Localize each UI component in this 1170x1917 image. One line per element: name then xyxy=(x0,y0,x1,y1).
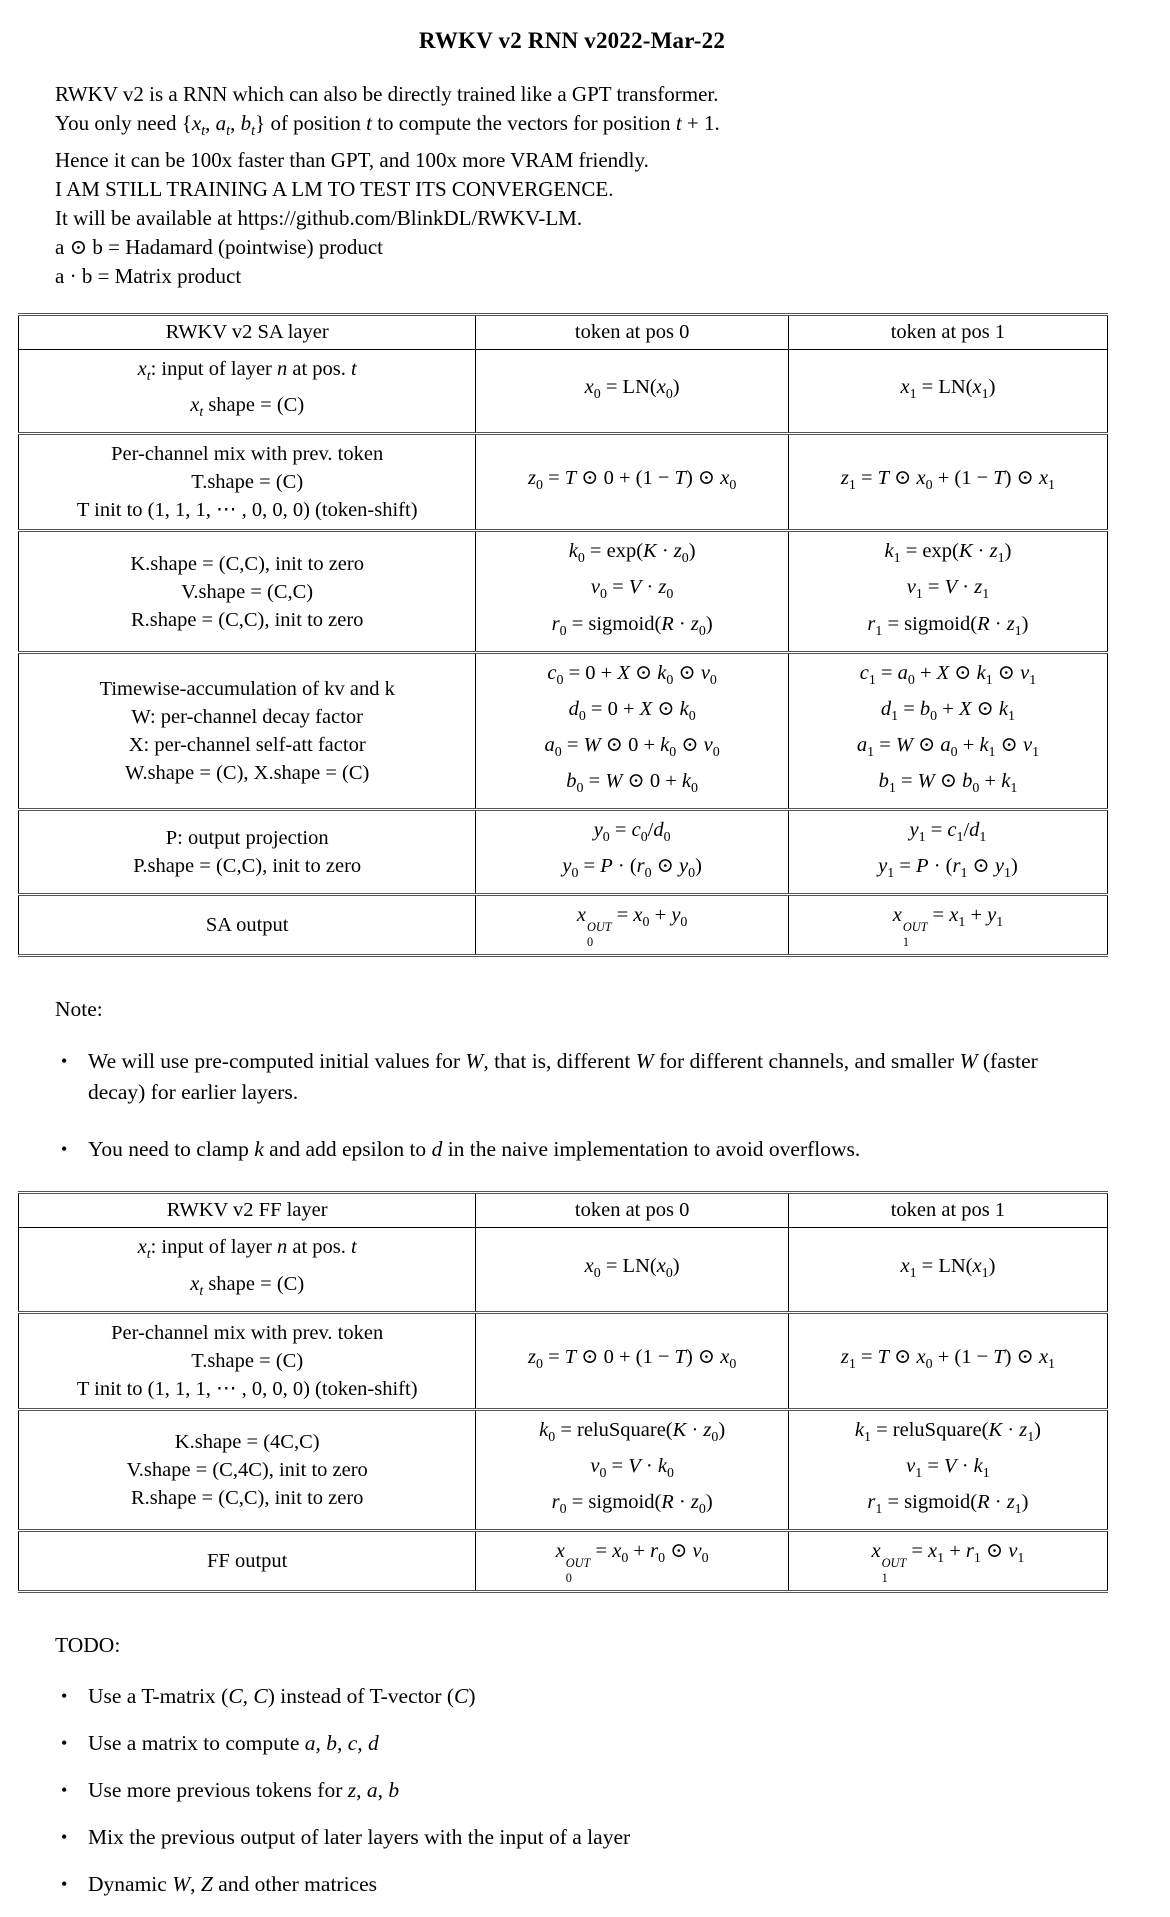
intro-line-speed: Hence it can be 100x faster than GPT, and 100x more VRAM friendly. xyxy=(55,148,649,173)
desc-cell: Per-channel mix with prev. token T.shape = (C) T init to (1, 1, 1, ⋯ , 0, 0, 0) (token-shift) xyxy=(19,1312,476,1409)
pos1-cell: x OUT 1 = $x_1 + y_1$ xyxy=(788,895,1107,956)
todo-bullet-t-matrix: • Use a T-matrix (C, C) instead of T-vector (C) xyxy=(55,1682,1098,1711)
desc-cell: P: output projection P.shape = (C,C), init to zero xyxy=(19,810,476,895)
note-bullet-clamp: • You need to clamp k and add epsilon to d in the naive implementation to avoid overflows. xyxy=(55,1134,1098,1165)
desc-cell: K.shape = (C,C), init to zero V.shape = (C,C) R.shape = (C,C), init to zero xyxy=(19,531,476,652)
sa-header-row xyxy=(19,315,1108,350)
todo-bullet-mix-output: • Mix the previous output of later layers with the input of a layer xyxy=(55,1823,1098,1852)
sa-header-layer: RWKV v2 SA layer xyxy=(19,315,476,350)
pos1-cell: $k_1$ = reluSquare(K · $z_1$) $v_1 = V \cdot k_1$ $r_1$ = sigmoid(R · $z_1$) xyxy=(788,1409,1107,1530)
pos1-cell: $z_1 = T$ ⊙ $x_0 + (1 - T)$ ⊙ $x_1$ xyxy=(788,1312,1107,1409)
document-page xyxy=(18,0,1126,1899)
note-bullet-initial-w: • We will use pre-computed initial values for W, that is, different W for different channels, and smaller W (faster decay) for earlier layers. xyxy=(55,1046,1098,1108)
pos0-cell: $z_0 = T$ ⊙ 0 + (1 − T) ⊙ $x_0$ xyxy=(476,434,789,531)
desc-cell: FF output xyxy=(19,1530,476,1591)
todo-title: TODO: xyxy=(55,1633,121,1658)
ff-row-input xyxy=(19,1228,1108,1312)
pos0-cell: $x_0 = LN(x_0)$ xyxy=(476,1228,789,1312)
pos1-cell: $k_1 = \exp(K \cdot z_1)$ $v_1 = V \cdot z_1$ $r_1$ = sigmoid(R · $z_1$) xyxy=(788,531,1107,652)
pos1-cell: $x_1 = LN(x_1)$ xyxy=(788,350,1107,434)
ff-header-row xyxy=(19,1193,1108,1228)
intro-paragraph xyxy=(55,80,1126,291)
page-title: RWKV v2 RNN v2022-Mar-22 xyxy=(418,28,726,53)
desc-cell: Timewise-accumulation of kv and k W: per-channel decay factor X: per-channel self-att factor W.shape = (C), X.shape = (C) xyxy=(19,652,476,809)
sa-header-pos0: token at pos 0 xyxy=(476,315,789,350)
intro-line-overview: RWKV v2 is a RNN which can also be directly trained like a GPT transformer. xyxy=(55,82,719,106)
sa-row-projection xyxy=(19,810,1108,895)
ff-row-token-mix xyxy=(19,1312,1108,1409)
sa-row-accumulation xyxy=(19,652,1108,809)
pos0-cell: $k_0 = \exp(K \cdot z_0)$ $v_0 = V \cdot z_0$ $r_0$ = sigmoid(R · $z_0$) xyxy=(476,531,789,652)
note-title: Note: xyxy=(55,997,103,1022)
ff-header-pos1: token at pos 1 xyxy=(788,1193,1107,1228)
sa-layer-table xyxy=(18,313,1108,957)
pos0-cell: $x_0 = LN(x_0)$ xyxy=(476,350,789,434)
ff-row-kvr xyxy=(19,1409,1108,1530)
ff-header-pos0: token at pos 0 xyxy=(476,1193,789,1228)
todo-bullet-dynamic-matrices: • Dynamic W, Z and other matrices xyxy=(55,1870,1098,1899)
intro-line-training: I AM STILL TRAINING A LM TO TEST ITS CONVERGENCE. xyxy=(55,177,614,202)
pos0-cell: $c_0 = 0 + X$ ⊙ $k_0$ ⊙ $v_0$ $d_0 = 0 + X$ ⊙ $k_0$ $a_0 = W$ ⊙ $0 + k_0$ ⊙ $v_0$ $b_0 = W$ ⊙ $0 + k_0$ xyxy=(476,652,789,809)
sa-row-input xyxy=(19,350,1108,434)
pos1-cell: $y_1 = c_1/d_1$ $y_1 = P \cdot (r_1$ ⊙ $y_1$) xyxy=(788,810,1107,895)
pos1-cell: $z_1 = T$ ⊙ $x_0 + (1 - T)$ ⊙ $x_1$ xyxy=(788,434,1107,531)
note-list xyxy=(55,1046,1126,1165)
pos0-cell: x OUT 0 = $x_0 + r_0$ ⊙ $v_0$ xyxy=(476,1530,789,1591)
sa-row-output xyxy=(19,895,1108,956)
intro-line-positions: You only need {$x_t$, $a_t$, $b_t$} of position t to compute the vectors for position t + 1. xyxy=(55,111,720,140)
intro-line-github-url: It will be available at https://github.com/BlinkDL/RWKV-LM. xyxy=(55,206,583,231)
intro-line-hadamard-def: a ⊙ b = Hadamard (pointwise) product xyxy=(55,235,384,260)
desc-cell: SA output xyxy=(19,895,476,956)
pos0-cell: $y_0 = c_0/d_0$ $y_0 = P \cdot (r_0$ ⊙ $y_0$) xyxy=(476,810,789,895)
desc-cell: Per-channel mix with prev. token T.shape = (C) T init to (1, 1, 1, ⋯ , 0, 0, 0) (token-shift) xyxy=(19,434,476,531)
pos0-cell: $k_0$ = reluSquare(K · $z_0$) $v_0 = V \cdot k_0$ $r_0$ = sigmoid(R · $z_0$) xyxy=(476,1409,789,1530)
todo-bullet-previous-tokens: • Use more previous tokens for z, a, b xyxy=(55,1776,1098,1805)
desc-cell: K.shape = (4C,C) V.shape = (C,4C), init to zero R.shape = (C,C), init to zero xyxy=(19,1409,476,1530)
desc-cell: $x_t$: input of layer n at pos. t $x_t$ shape = (C) xyxy=(137,358,357,421)
desc-cell: $x_t$: input of layer n at pos. t $x_t$ shape = (C) xyxy=(137,1236,357,1299)
pos1-cell: $x_1 = LN(x_1)$ xyxy=(788,1228,1107,1312)
intro-line-matrix-def: a · b = Matrix product xyxy=(55,264,242,289)
ff-header-layer: RWKV v2 FF layer xyxy=(19,1193,476,1228)
todo-list xyxy=(55,1682,1126,1899)
sa-row-token-mix xyxy=(19,434,1108,531)
pos0-cell: x OUT 0 = $x_0 + y_0$ xyxy=(476,895,789,956)
todo-bullet-abcd-matrix: • Use a matrix to compute a, b, c, d xyxy=(55,1729,1098,1758)
ff-row-output xyxy=(19,1530,1108,1591)
pos1-cell: $c_1 = a_0 + X$ ⊙ $k_1$ ⊙ $v_1$ $d_1 = b_0 + X$ ⊙ $k_1$ $a_1 = W$ ⊙ $a_0 + k_1$ ⊙ $v_1$ $b_1 = W$ ⊙ $b_0 + k_1$ xyxy=(788,652,1107,809)
sa-row-kvr xyxy=(19,531,1108,652)
ff-layer-table xyxy=(18,1191,1108,1593)
pos0-cell: $z_0 = T$ ⊙ 0 + (1 − T) ⊙ $x_0$ xyxy=(476,1312,789,1409)
sa-header-pos1: token at pos 1 xyxy=(788,315,1107,350)
pos1-cell: x OUT 1 = $x_1 + r_1$ ⊙ $v_1$ xyxy=(788,1530,1107,1591)
